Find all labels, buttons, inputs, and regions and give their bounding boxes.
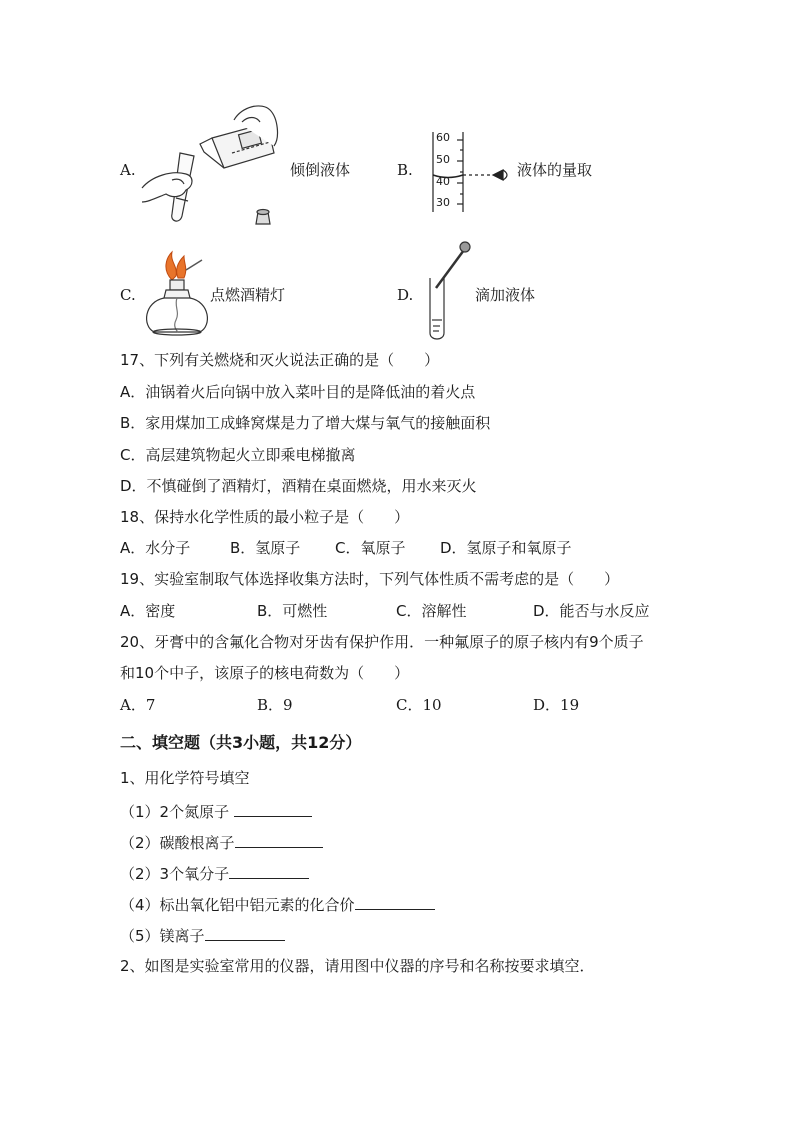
option-d-label: D. — [397, 286, 414, 304]
q17-stem: 17、下列有关燃烧和灭火说法正确的是（ ） — [120, 351, 440, 369]
q20-stem-line1: 20、牙膏中的含氟化合物对牙齿有保护作用．一种氟原子的原子核内有9个质子 — [120, 633, 644, 651]
q20-option-a: A．7 — [120, 696, 156, 714]
s2-q1-item-5-label: （5）镁离子 — [120, 927, 205, 945]
q19-option-a: A．密度 — [120, 602, 176, 620]
q19-option-d: D．能否与水反应 — [533, 602, 650, 620]
option-c-caption: 点燃酒精灯 — [210, 286, 286, 304]
option-c-label: C. — [120, 286, 136, 304]
s2-q1-stem: 1、用化学符号填空 — [120, 769, 250, 787]
q20-option-b: B．9 — [257, 696, 293, 714]
q17-option-a: A．油锅着火后向锅中放入菜叶目的是降低油的着火点 — [120, 383, 476, 401]
q20-option-d: D．19 — [533, 696, 580, 714]
answer-blank-5[interactable] — [205, 924, 285, 941]
q17-option-d: D．不慎碰倒了酒精灯，酒精在桌面燃烧，用水来灭火 — [120, 477, 477, 495]
answer-blank-1[interactable] — [234, 800, 312, 817]
option-b-caption: 液体的量取 — [517, 161, 593, 179]
q17-option-c: C．高层建筑物起火立即乘电梯撤离 — [120, 446, 356, 464]
section2-title: 二、填空题（共3小题，共12分） — [120, 733, 362, 752]
s2-q1-item-1 — [120, 800, 312, 822]
s2-q1-item-3 — [120, 862, 309, 884]
q19-stem: 19、实验室制取气体选择收集方法时，下列气体性质不需考虑的是（ ） — [120, 570, 620, 588]
pour-liquid-illustration — [142, 98, 282, 233]
q18-option-b: B．氢原子 — [230, 539, 301, 557]
s2-q1-item-1-label: （1）2个氮原子 — [120, 803, 234, 821]
answer-blank-4[interactable] — [355, 893, 435, 910]
s2-q1-item-5 — [120, 924, 285, 946]
dropper-illustration — [420, 238, 475, 343]
answer-blank-3[interactable] — [229, 862, 309, 879]
tick-30: 30 — [436, 196, 450, 209]
tick-50: 50 — [436, 153, 450, 166]
q18-option-a: A．水分子 — [120, 539, 191, 557]
s2-q2-stem: 2、如图是实验室常用的仪器，请用图中仪器的序号和名称按要求填空． — [120, 957, 595, 975]
q19-option-c: C．溶解性 — [396, 602, 467, 620]
q18-option-d: D．氢原子和氧原子 — [440, 539, 572, 557]
q18-stem: 18、保持水化学性质的最小粒子是（ ） — [120, 508, 410, 526]
option-b-label: B. — [397, 161, 413, 179]
answer-blank-2[interactable] — [235, 831, 323, 848]
tick-60: 60 — [436, 131, 450, 144]
option-d-caption: 滴加液体 — [475, 286, 536, 304]
q19-option-b: B．可燃性 — [257, 602, 328, 620]
q18-option-c: C．氧原子 — [335, 539, 406, 557]
tick-40: 40 — [436, 175, 450, 188]
s2-q1-item-2 — [120, 831, 323, 853]
s2-q1-item-2-label: （2）碳酸根离子 — [120, 834, 235, 852]
s2-q1-item-3-label: （2）3个氧分子 — [120, 865, 230, 883]
q20-stem-line2: 和10个中子，该原子的核电荷数为（ ） — [120, 664, 410, 682]
option-a-caption: 倾倒液体 — [290, 161, 351, 179]
option-a-label: A. — [120, 161, 136, 179]
s2-q1-item-4-label: （4）标出氧化铝中铝元素的化合价 — [120, 896, 355, 914]
alcohol-lamp-illustration — [140, 250, 215, 340]
q20-option-c: C．10 — [396, 696, 442, 714]
q17-option-b: B．家用煤加工成蜂窝煤是力了增大煤与氧气的接触面积 — [120, 414, 491, 432]
s2-q1-item-4 — [120, 893, 435, 915]
